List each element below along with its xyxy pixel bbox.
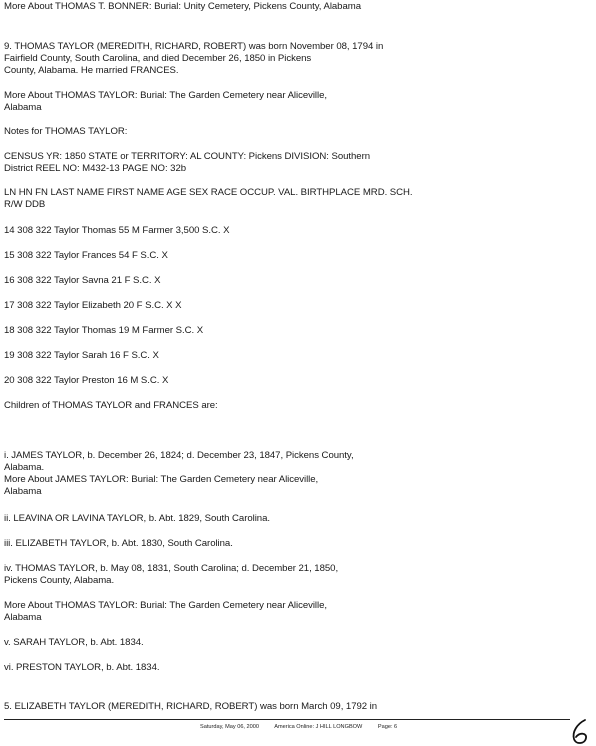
text-line: Notes for THOMAS TAYLOR: [4, 126, 128, 137]
text-line: 20 308 322 Taylor Preston 16 M S.C. X [4, 375, 169, 386]
text-line: Alabama. [4, 462, 45, 473]
text-line: Children of THOMAS TAYLOR and FRANCES are: [4, 400, 218, 411]
text-line: Alabama [4, 102, 42, 113]
text-line: iv. THOMAS TAYLOR, b. May 08, 1831, South Carolina; d. December 21, 1850, [4, 563, 339, 574]
text-line: 14 308 322 Taylor Thomas 55 M Farmer 3,500 S.C. X [4, 225, 230, 236]
text-line: 9. THOMAS TAYLOR (MEREDITH, RICHARD, ROBERT) was born November 08, 1794 in [4, 41, 384, 52]
text-line: v. SARAH TAYLOR, b. Abt. 1834. [4, 637, 144, 648]
text-line: ii. LEAVINA OR LAVINA TAYLOR, b. Abt. 1829, South Carolina. [4, 513, 270, 524]
footer-service: America Online: J HILL LONGBOW [274, 724, 363, 730]
text-line: CENSUS YR: 1850 STATE or TERRITORY: AL COUNTY: Pickens DIVISION: Southern [4, 151, 371, 162]
text-line: i. JAMES TAYLOR, b. December 26, 1824; d. December 23, 1847, Pickens County, [4, 450, 354, 461]
text-line: Pickens County, Alabama. [4, 575, 115, 586]
text-line: More About THOMAS TAYLOR: Burial: The Garden Cemetery near Aliceville, [4, 600, 328, 611]
text-line: More About THOMAS TAYLOR: Burial: The Garden Cemetery near Aliceville, [4, 90, 328, 101]
text-line: 17 308 322 Taylor Elizabeth 20 F S.C. X X [4, 300, 182, 311]
text-line: 16 308 322 Taylor Savna 21 F S.C. X [4, 275, 161, 286]
text-line: vi. PRESTON TAYLOR, b. Abt. 1834. [4, 662, 160, 673]
text-line: 15 308 322 Taylor Frances 54 F S.C. X [4, 250, 168, 261]
text-line: District REEL NO: M432-13 PAGE NO: 32b [4, 163, 187, 174]
text-line: LN HN FN LAST NAME FIRST NAME AGE SEX RACE OCCUP. VAL. BIRTHPLACE MRD. SCH. [4, 187, 413, 198]
footer-page-number: Page: 6 [377, 724, 398, 730]
handwritten-page-number [568, 718, 594, 746]
text-line: More About JAMES TAYLOR: Burial: The Garden Cemetery near Aliceville, [4, 474, 319, 485]
text-line: More About THOMAS T. BONNER: Burial: Unity Cemetery, Pickens County, Alabama [4, 1, 361, 12]
text-line: County, Alabama. He married FRANCES. [4, 65, 179, 76]
text-line: Fairfield County, South Carolina, and died December 26, 1850 in Pickens [4, 53, 312, 64]
footer-divider [4, 719, 570, 720]
text-line: R/W DDB [4, 199, 46, 210]
footer-date: Saturday, May 06, 2000 [200, 724, 259, 730]
text-line: 19 308 322 Taylor Sarah 16 F S.C. X [4, 350, 159, 361]
text-line: Alabama [4, 612, 42, 623]
text-line: 18 308 322 Taylor Thomas 19 M Farmer S.C. X [4, 325, 204, 336]
text-line: iii. ELIZABETH TAYLOR, b. Abt. 1830, South Carolina. [4, 538, 233, 549]
text-line: 5. ELIZABETH TAYLOR (MEREDITH, RICHARD, ROBERT) was born March 09, 1792 in [4, 701, 378, 712]
page-footer [200, 723, 411, 731]
text-line: Alabama [4, 486, 42, 497]
